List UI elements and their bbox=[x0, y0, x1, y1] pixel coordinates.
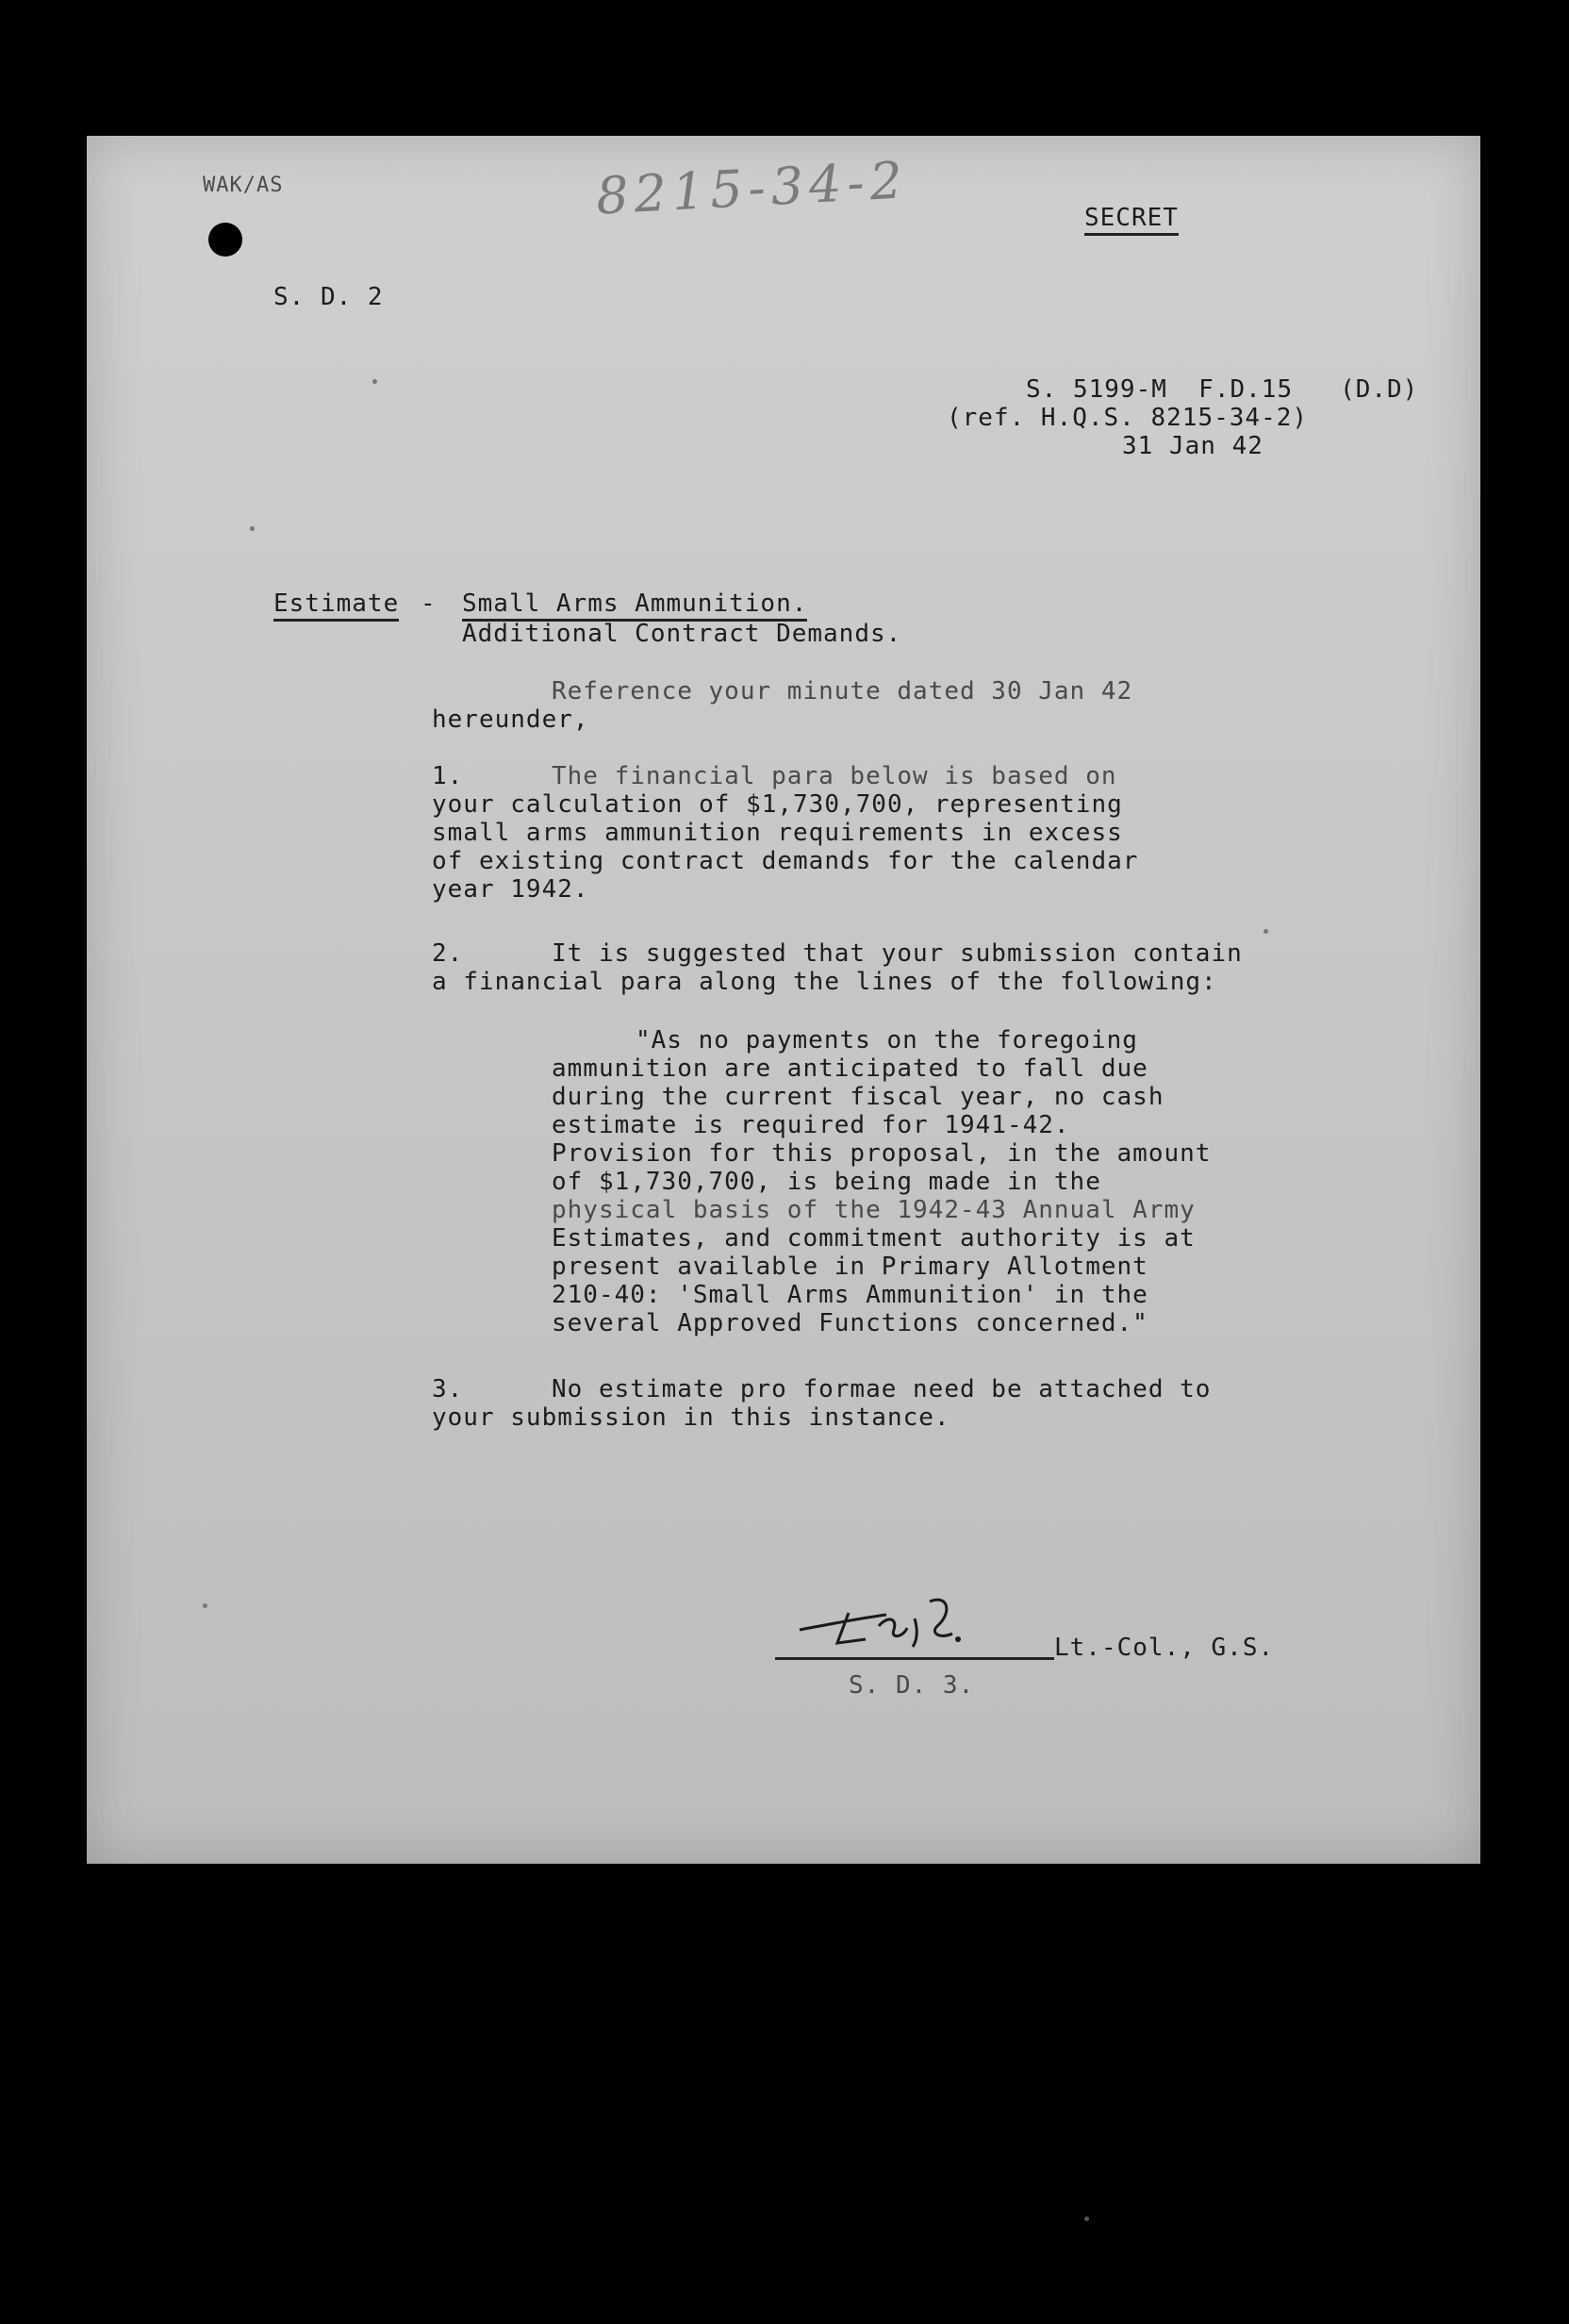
punch-hole bbox=[208, 223, 242, 257]
subject-dash: - bbox=[421, 589, 437, 618]
paragraph-1-number: 1. bbox=[432, 762, 464, 790]
paragraph-1-line: of existing contract demands for the calendar bbox=[432, 847, 1139, 875]
paragraph-3-line: your submission in this instance. bbox=[432, 1403, 950, 1432]
handwritten-reference: 8215-34-2 bbox=[594, 150, 910, 226]
addressee-sd2: S. D. 2 bbox=[273, 283, 384, 311]
addressee-sd3: S. D. 3. bbox=[849, 1671, 975, 1700]
intro-line-2: hereunder, bbox=[432, 706, 589, 734]
paragraph-1-line: small arms ammunition requirements in excess bbox=[432, 819, 1123, 847]
paragraph-1-line: year 1942. bbox=[432, 875, 589, 904]
quote-line: estimate is required for 1941-42. bbox=[552, 1111, 1070, 1139]
quote-line: present available in Primary Allotment bbox=[552, 1253, 1148, 1281]
signatory-title: Lt.-Col., G.S. bbox=[1054, 1634, 1275, 1662]
paragraph-2-line: It is suggested that your submission contain bbox=[552, 939, 1243, 968]
handwritten-signature bbox=[792, 1585, 999, 1660]
paragraph-3-line: No estimate pro formae need be attached to bbox=[552, 1375, 1212, 1403]
quote-line: during the current fiscal year, no cash bbox=[552, 1083, 1164, 1111]
quote-line: several Approved Functions concerned." bbox=[552, 1309, 1148, 1337]
paper-speck bbox=[1263, 929, 1268, 934]
paragraph-1-line: The financial para below is based on bbox=[552, 762, 1117, 790]
paragraph-3-number: 3. bbox=[432, 1375, 464, 1403]
signature-line bbox=[775, 1657, 1054, 1660]
quote-line: "As no payments on the foregoing bbox=[636, 1026, 1138, 1054]
classification-marking: SECRET bbox=[1084, 204, 1179, 236]
reference-line-1: S. 5199-M F.D.15 (D.D) bbox=[1026, 375, 1419, 404]
file-reference: WAK/AS bbox=[203, 174, 284, 197]
quote-line: Provision for this proposal, in the amount bbox=[552, 1139, 1212, 1168]
subject-label: Estimate bbox=[273, 589, 399, 622]
quote-line: physical basis of the 1942-43 Annual Army bbox=[552, 1196, 1196, 1224]
subject-line-1: Small Arms Ammunition. bbox=[462, 589, 807, 622]
paragraph-2-line: a financial para along the lines of the following: bbox=[432, 968, 1217, 996]
paragraph-2-number: 2. bbox=[432, 939, 464, 968]
quote-line: of $1,730,700, is being made in the bbox=[552, 1168, 1101, 1196]
paper-speck bbox=[1084, 2216, 1089, 2221]
paragraph-1-line: your calculation of $1,730,700, representing bbox=[432, 790, 1123, 819]
paper-speck bbox=[372, 379, 377, 384]
subject-line-2: Additional Contract Demands. bbox=[462, 620, 902, 648]
reference-line-2: (ref. H.Q.S. 8215-34-2) bbox=[947, 404, 1309, 432]
paper-speck bbox=[250, 526, 255, 531]
reference-date: 31 Jan 42 bbox=[1122, 432, 1263, 460]
intro-line-1: Reference your minute dated 30 Jan 42 bbox=[552, 677, 1133, 706]
quote-line: Estimates, and commitment authority is at bbox=[552, 1224, 1196, 1253]
quote-line: 210-40: 'Small Arms Ammunition' in the bbox=[552, 1281, 1148, 1309]
quote-line: ammunition are anticipated to fall due bbox=[552, 1054, 1148, 1083]
paper-speck bbox=[203, 1603, 207, 1608]
